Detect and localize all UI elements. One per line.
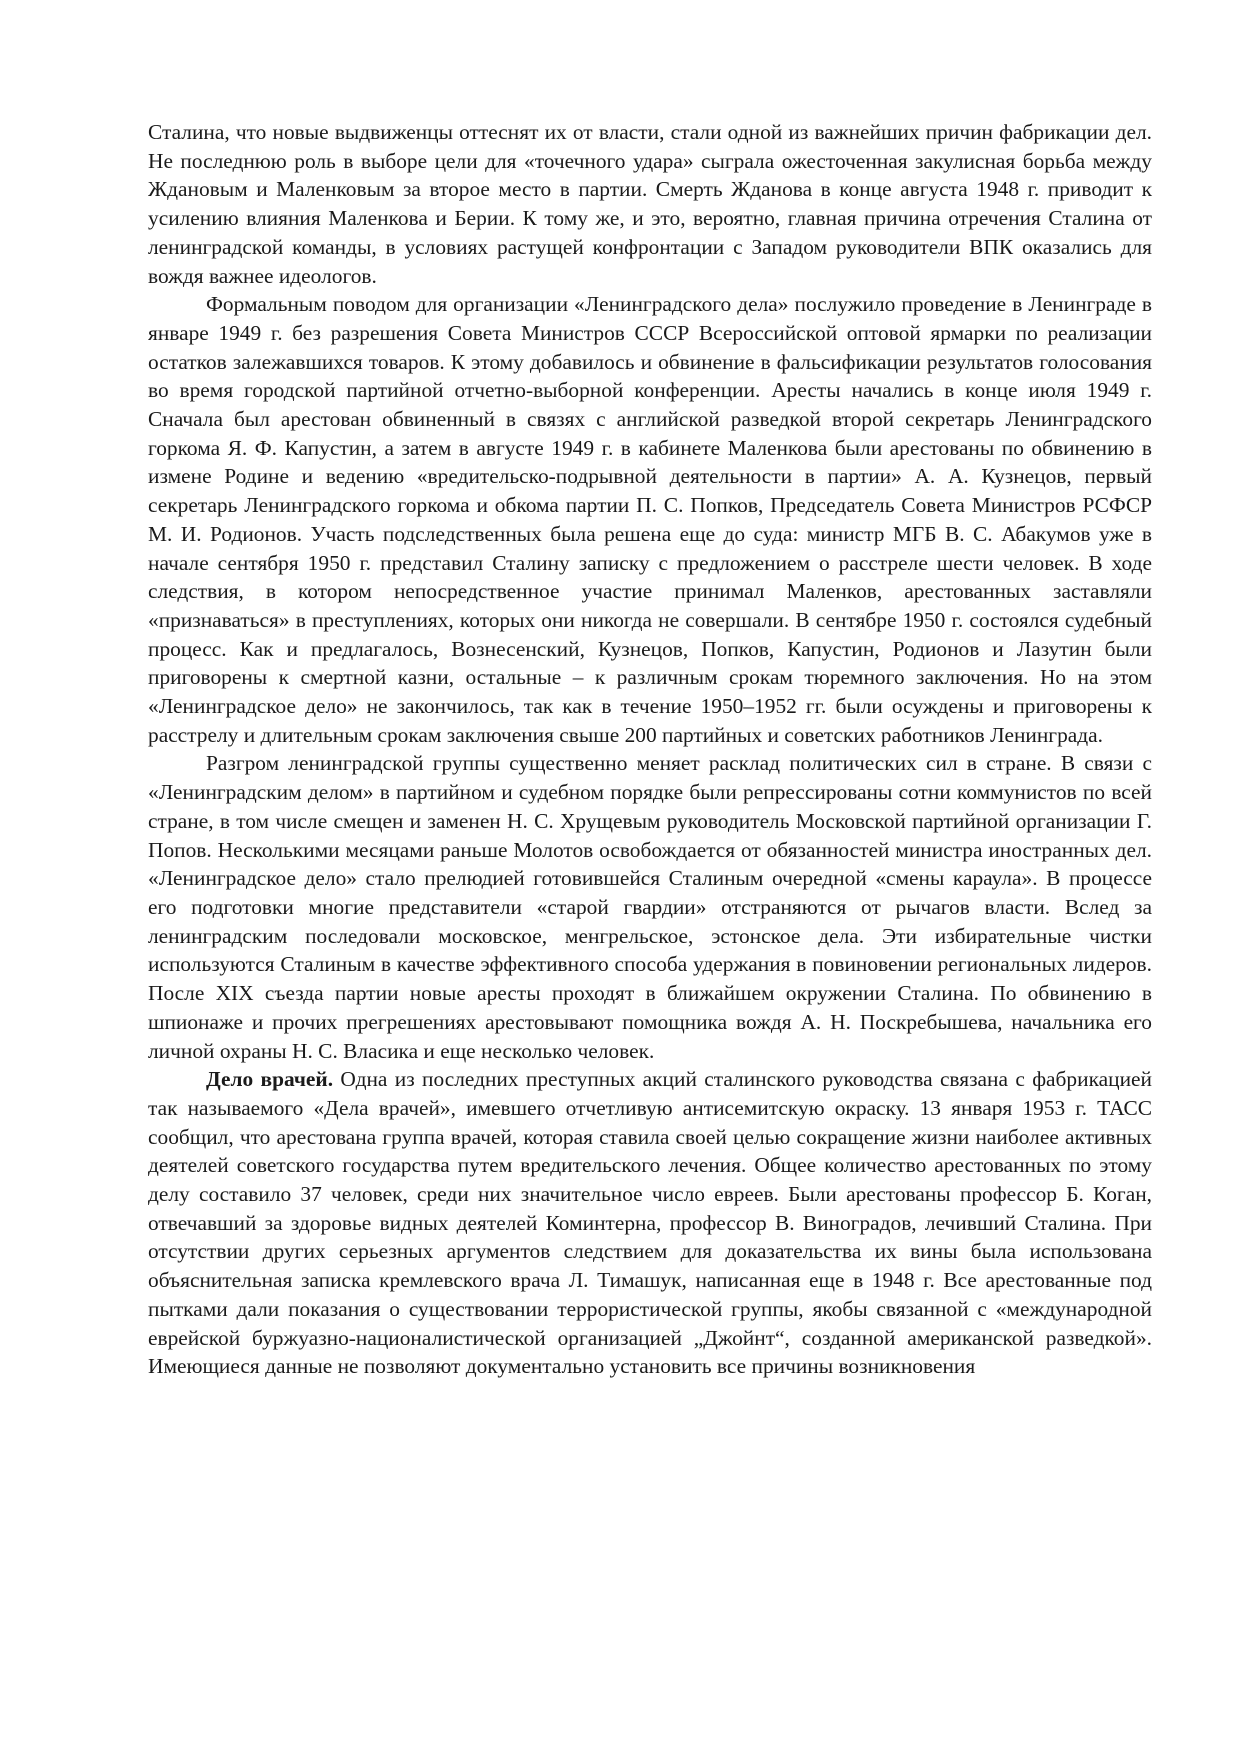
paragraph-4 bbox=[148, 1065, 1152, 1381]
section-heading-doctors-plot: Дело врачей. bbox=[206, 1067, 334, 1092]
paragraph-4-body: Одна из последних преступных акций сталинского руководства связана с фабрикацией так называемого «Дела врачей», имевшего отчетливую антисемитскую окраску. 13 января 1953 г. ТАСС сообщил, что арестована группа врачей, которая ставила своей целью сокращение жизни наиболее активных деятелей советского государства путем вредительского лечения. Общее количество арестованных по этому делу составило 37 человек, среди них значительное число евреев. Были арестованы профессор Б. Коган, отвечавший за здоровье видных деятелей Коминтерна, профессор В. Виноградов, лечивший Сталина. При отсутствии других серьезных аргументов следствием для доказательства их вины была использована объяснительная записка кремлевского врача Л. Тимашук, написанная еще в 1948 г. Все арестованные под пытками дали показания о существовании террористической группы, якобы связанной с «международной еврейской буржуазно-националистической организацией „Джойнт“, созданной американской разведкой». Имеющиеся данные не позволяют документально установить все причины возникновения bbox=[148, 1067, 1152, 1379]
paragraph-1: Сталина, что новые выдвиженцы оттеснят их от власти, стали одной из важнейших причин фабрикации дел. Не последнюю роль в выборе цели для «точечного удара» сыграла ожесточенная закулисная борьба между Ждановым и Маленковым за второе место в партии. Смерть Жданова в конце августа 1948 г. приводит к усилению влияния Маленкова и Берии. К тому же, и это, вероятно, главная причина отречения Сталина от ленинградской команды, в условиях растущей конфронтации с Западом руководители ВПК оказались для вождя важнее идеологов. bbox=[148, 120, 1152, 288]
paragraph-3: Разгром ленинградской группы существенно меняет расклад политических сил в стране. В связи с «Ленинградским делом» в партийном и судебном порядке были репрессированы сотни коммунистов по всей стране, в том числе смещен и заменен Н. С. Хрущевым руководитель Московской партийной организации Г. Попов. Несколькими месяцами раньше Молотов освобождается от обязанностей министра иностранных дел. «Ленинградское дело» стало прелюдией готовившейся Сталиным очередной «смены караула». В процессе его подготовки многие представители «старой гвардии» отстраняются от рычагов власти. Вслед за ленинградским последовали московское, менгрельское, эстонское дела. Эти избирательные чистки используются Сталиным в качестве эффективного способа удержания в повиновении региональных лидеров. После XIX съезда партии новые аресты проходят в ближайшем окружении Сталина. По обвинению в шпионаже и прочих прегрешениях арестовывают помощника вождя А. Н. Поскребышева, начальника его личной охраны Н. С. Власика и еще несколько человек. bbox=[148, 751, 1152, 1063]
document-page bbox=[148, 118, 1152, 1381]
paragraph-2: Формальным поводом для организации «Ленинградского дела» послужило проведение в Ленинграде в январе 1949 г. без разрешения Совета Министров СССР Всероссийской оптовой ярмарки по реализации остатков залежавшихся товаров. К этому добавилось и обвинение в фальсификации результатов голосования во время городской партийной отчетно-выборной конференции. Аресты начались в конце июля 1949 г. Сначала был арестован обвиненный в связях с английской разведкой второй секретарь Ленинградского горкома Я. Ф. Капустин, а затем в августе 1949 г. в кабинете Маленкова были арестованы по обвинению в измене Родине и ведению «вредительско-подрывной деятельности в партии» А. А. Кузнецов, первый секретарь Ленинградского горкома и обкома партии П. С. Попков, Председатель Совета Министров РСФСР М. И. Родионов. Участь подследственных была решена еще до суда: министр МГБ В. С. Абакумов уже в начале сентября 1950 г. представил Сталину записку с предложением о расстреле шести человек. В ходе следствия, в котором непосредственное участие принимал Маленков, арестованных заставляли «признаваться» в преступлениях, которых они никогда не совершали. В сентябре 1950 г. состоялся судебный процесс. Как и предлагалось, Вознесенский, Кузнецов, Попков, Капустин, Родионов и Лазутин были приговорены к смертной казни, остальные – к различным срокам тюремного заключения. Но на этом «Ленинградское дело» не закончилось, так как в течение 1950–1952 гг. были осуждены и приговорены к расстрелу и длительным срокам заключения свыше 200 партийных и советских работников Ленинграда. bbox=[148, 292, 1152, 747]
